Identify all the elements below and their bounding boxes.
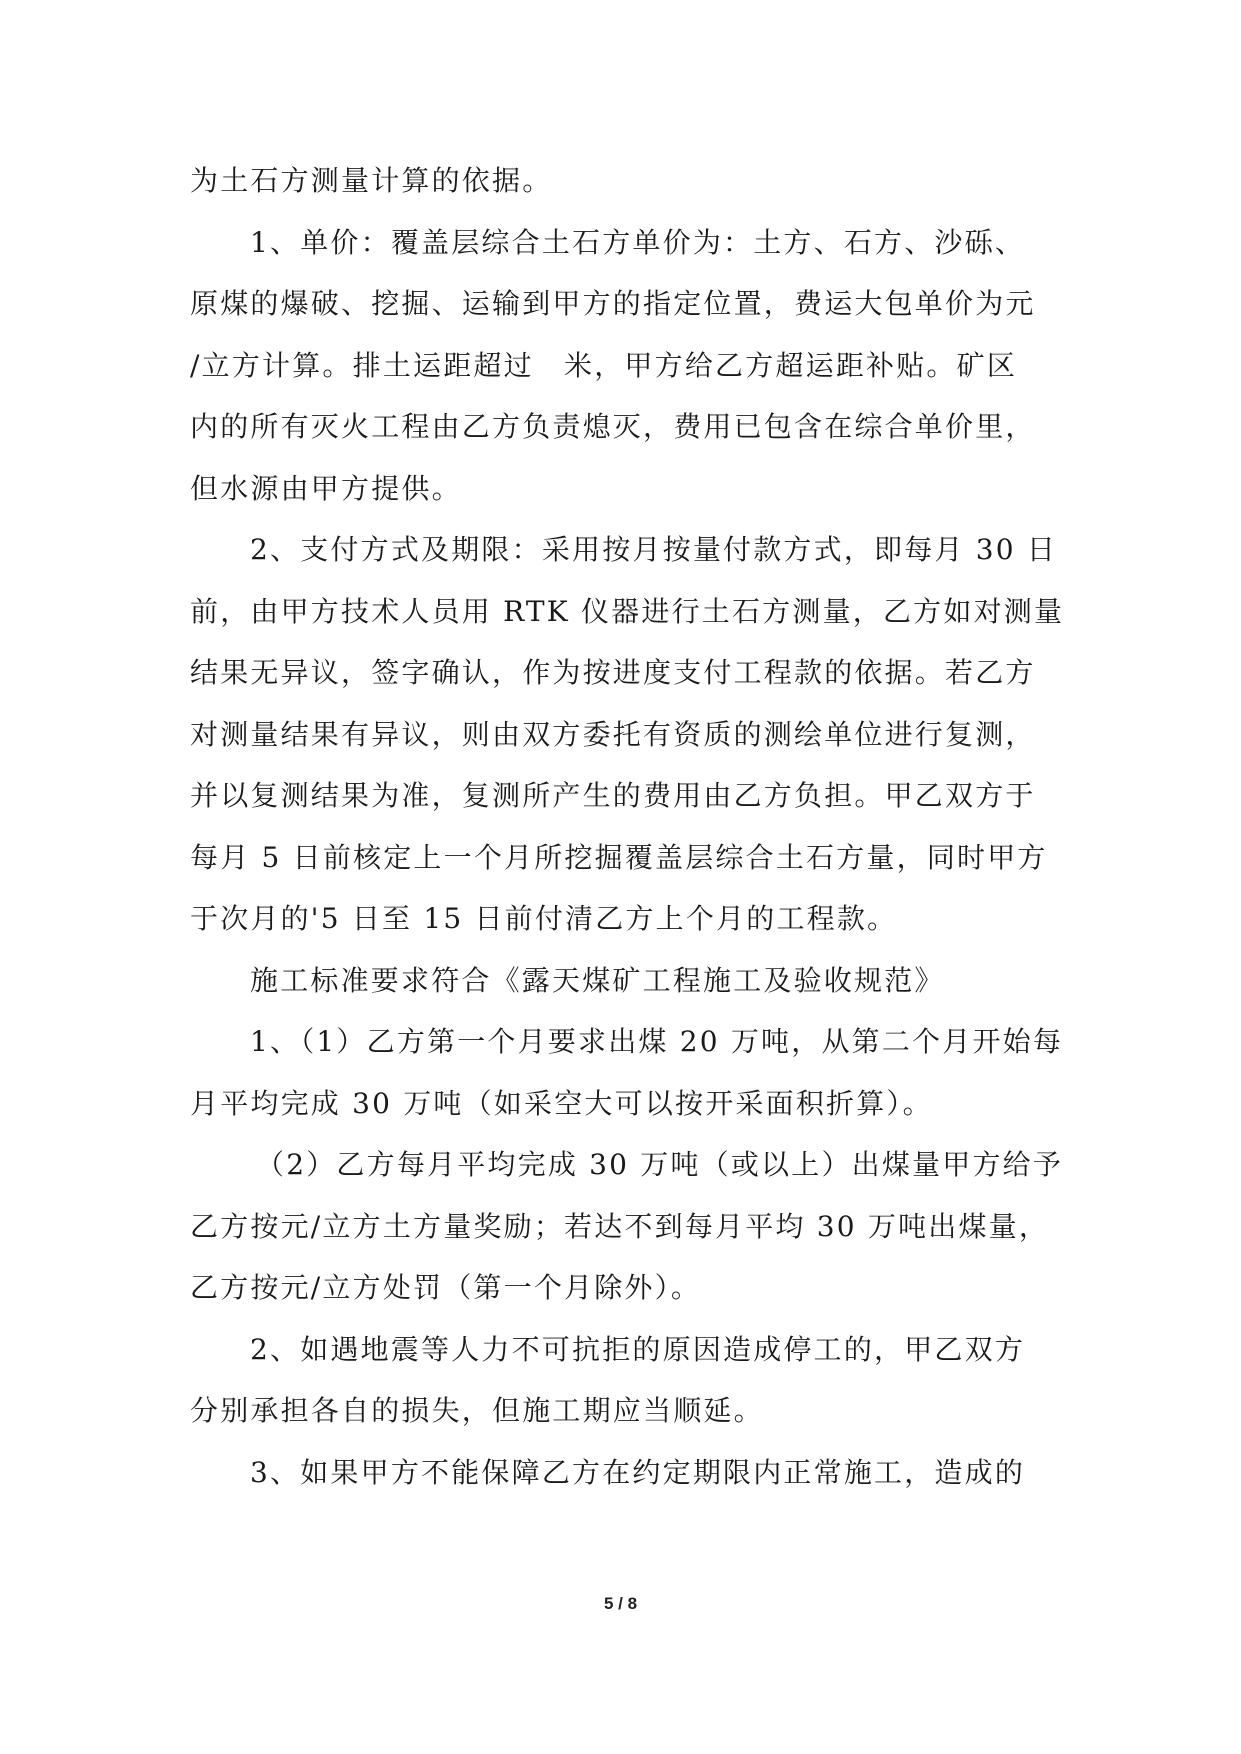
- paragraph-line: 1、单价：覆盖层综合土石方单价为：土方、石方、沙砾、: [250, 225, 1026, 259]
- paragraph-line: 月平均完成 30 万吨（如采空大可以按开采面积折算）。: [190, 1086, 933, 1120]
- paragraph-line: （2）乙方每月平均完成 30 万吨（或以上）出煤量甲方给予: [256, 1148, 1064, 1181]
- paragraph-line: 2、支付方式及期限：采用按月按量付款方式，即每月 30 日: [250, 533, 1058, 566]
- paragraph-line: 乙方按元/立方处罚（第一个月除外）。: [190, 1271, 702, 1304]
- paragraph-line: 内的所有灭火工程由乙方负责熄灭，费用已包含在综合单价里，: [190, 410, 1036, 443]
- paragraph-line: /立方计算。排土运距超过 米，甲方给乙方超运距补贴。矿区: [190, 348, 1018, 382]
- paragraph-line: 为土石方测量计算的依据。: [190, 164, 553, 197]
- page-number: 5 / 8: [603, 1594, 638, 1613]
- paragraph-line: 并以复测结果为准，复测所产生的费用由乙方负担。甲乙双方于: [190, 779, 1036, 812]
- paragraph-line: 于次月的'5 日至 15 日前付清乙方上个月的工程款。: [190, 902, 898, 935]
- paragraph-line: 分别承担各自的损失，但施工期应当顺延。: [190, 1394, 764, 1427]
- paragraph-line: 2、如遇地震等人力不可抗拒的原因造成停工的，甲乙双方: [250, 1332, 1026, 1366]
- paragraph-line: 原煤的爆破、挖掘、运输到甲方的指定位置，费运大包单价为元: [190, 287, 1036, 320]
- document-body: [190, 150, 1065, 1503]
- paragraph-line: 3、如果甲方不能保障乙方在约定期限内正常施工，造成的: [250, 1455, 1026, 1489]
- paragraph-line: 每月 5 日前核定上一个月所挖掘覆盖层综合土石方量，同时甲方: [190, 840, 1048, 874]
- paragraph-line: 乙方按元/立方土方量奖励；若达不到每月平均 30 万吨出煤量，: [190, 1209, 1050, 1243]
- paragraph-line: 1、（1）乙方第一个月要求出煤 20 万吨，从第二个月开始每: [250, 1025, 1064, 1058]
- section-heading: 施工标准要求符合《露天煤矿工程施工及验收规范》: [250, 963, 945, 997]
- paragraph-line: 结果无异议，签字确认，作为按进度支付工程款的依据。若乙方: [190, 656, 1036, 689]
- paragraph-line: 对测量结果有异议，则由双方委托有资质的测绘单位进行复测，: [190, 717, 1036, 751]
- paragraph-line: 前，由甲方技术人员用 RTK 仪器进行土石方测量，乙方如对测量: [190, 594, 1065, 628]
- paragraph-line: 但水源由甲方提供。: [190, 471, 462, 505]
